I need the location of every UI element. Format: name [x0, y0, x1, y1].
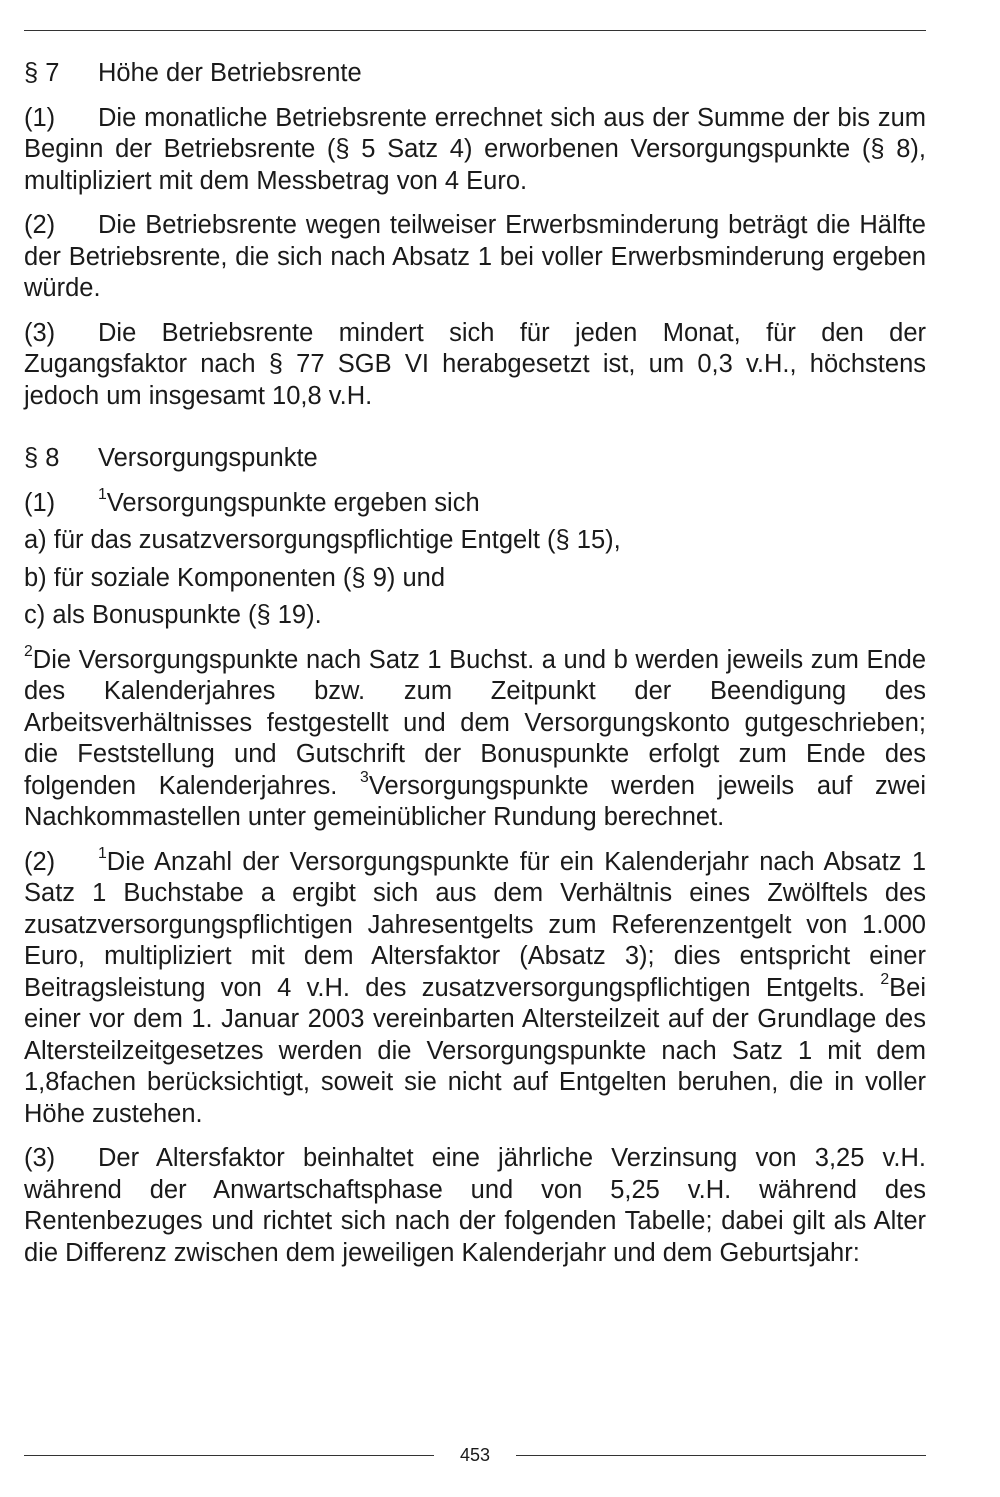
sentence-number: 2	[24, 643, 33, 661]
list-item-b: b) für soziale Komponenten (§ 9) und	[24, 563, 445, 592]
section-7-heading	[24, 58, 926, 90]
paragraph-text: Die Betriebsrente wegen teilweiser Erwerbsminderung beträgt die Hälfte der Betriebsrente, die sich nach Absatz 1 bei voller Erwerbsminderung ergeben würde.	[24, 211, 926, 302]
section-8-paragraph-1-continuation	[24, 645, 926, 834]
footer-rule-left	[24, 1455, 434, 1456]
paragraph-text: Versorgungspunkte werden jeweils auf zwei Nachkommastellen unter gemeinüblicher Rundung berechnet.	[24, 771, 926, 831]
paragraph-text: Die Betriebsrente mindert sich für jeden Monat, für den der Zugangsfaktor nach § 77 SGB VI herabgesetzt ist, um 0,3 v.H., höchstens jedoch um insgesamt 10,8 v.H.	[24, 318, 926, 410]
paragraph-number: (1)	[24, 488, 56, 517]
paragraph-number: (3)	[24, 1144, 56, 1172]
section-8-number: § 8	[24, 444, 60, 472]
page-footer	[24, 1445, 926, 1466]
section-7-paragraph-2	[24, 210, 926, 305]
page-number: 453	[459, 1445, 491, 1465]
sentence-number: 2	[880, 971, 890, 989]
footer-rule-right	[516, 1455, 926, 1456]
section-7-title: Höhe der Betriebsrente	[98, 59, 362, 87]
paragraph-number: (1)	[24, 103, 56, 132]
paragraph-number: (2)	[24, 847, 56, 876]
paragraph-number: (3)	[24, 318, 56, 347]
sentence-number: 1	[98, 486, 107, 504]
list-item-c: c) als Bonuspunkte (§ 19).	[24, 601, 322, 629]
section-8-paragraph-2	[24, 847, 926, 1131]
paragraph-text: Die monatliche Betriebsrente errechnet sich aus der Summe der bis zum Beginn der Betriebsrente (§ 5 Satz 4) erworbenen Versorgungspunkte (§ 8), multipliziert mit dem Messbetrag von 4 Euro.	[24, 103, 926, 195]
paragraph-number: (2)	[24, 211, 56, 239]
page-content	[24, 58, 926, 1282]
paragraph-text: Versorgungspunkte ergeben sich	[106, 488, 480, 517]
section-8-paragraph-1-lead	[24, 488, 926, 520]
paragraph-text: Die Anzahl der Versorgungspunkte für ein Kalenderjahr nach Absatz 1 Satz 1 Buchstabe a ergibt sich aus dem Verhältnis eines Zwölftels des zusatzversorgungspflichtigen Jahresentgelts zum Referenzentgelt von 1.000 Euro, multipliziert mit dem Altersfaktor (Absatz 3); dies entspricht einer Beitragsleistung von 4 v.H. des zusatzversorgungspflichtigen Entgelts.	[24, 847, 926, 1002]
section-7-paragraph-3	[24, 318, 926, 413]
section-7-number: § 7	[24, 59, 60, 87]
paragraph-text: Der Altersfaktor beinhaltet eine jährliche Verzinsung von 3,25 v.H. während der Anwartschaftsphase und von 5,25 v.H. während des Rentenbezuges und richtet sich nach der folgenden Tabelle; dabei gilt als Alter die Differenz zwischen dem jeweiligen Kalenderjahr und dem Geburtsjahr:	[24, 1144, 926, 1267]
sentence-number: 1	[98, 845, 107, 863]
paragraph-text: Die Versorgungspunkte nach Satz 1 Buchst. a und b werden jeweils zum Ende des Kalenderjahres bzw. zum Zeitpunkt der Beendigung des Arbeitsverhältnisses festgestellt und dem Versorgungskonto gutgeschrieben; die Feststellung und Gutschrift der Bonuspunkte erfolgt zum Ende des folgenden Kalenderjahres.	[24, 645, 926, 800]
paragraph-text: Bei einer vor dem 1. Januar 2003 vereinbarten Altersteilzeit auf der Grundlage des Altersteilzeitgesetzes werden die Versorgungspunkte nach Satz 1 mit dem 1,8fachen berücksichtigt, soweit sie nicht auf Entgelten beruhen, die in voller Höhe zustehen.	[24, 973, 926, 1128]
list-item-a: a) für das zusatzversorgungspflichtige Entgelt (§ 15),	[24, 526, 621, 554]
section-8-paragraph-3	[24, 1143, 926, 1269]
top-rule	[24, 30, 926, 31]
section-8-title: Versorgungspunkte	[98, 444, 318, 472]
sentence-number: 3	[360, 769, 369, 787]
section-8-heading	[24, 443, 926, 475]
section-7-paragraph-1	[24, 103, 926, 198]
